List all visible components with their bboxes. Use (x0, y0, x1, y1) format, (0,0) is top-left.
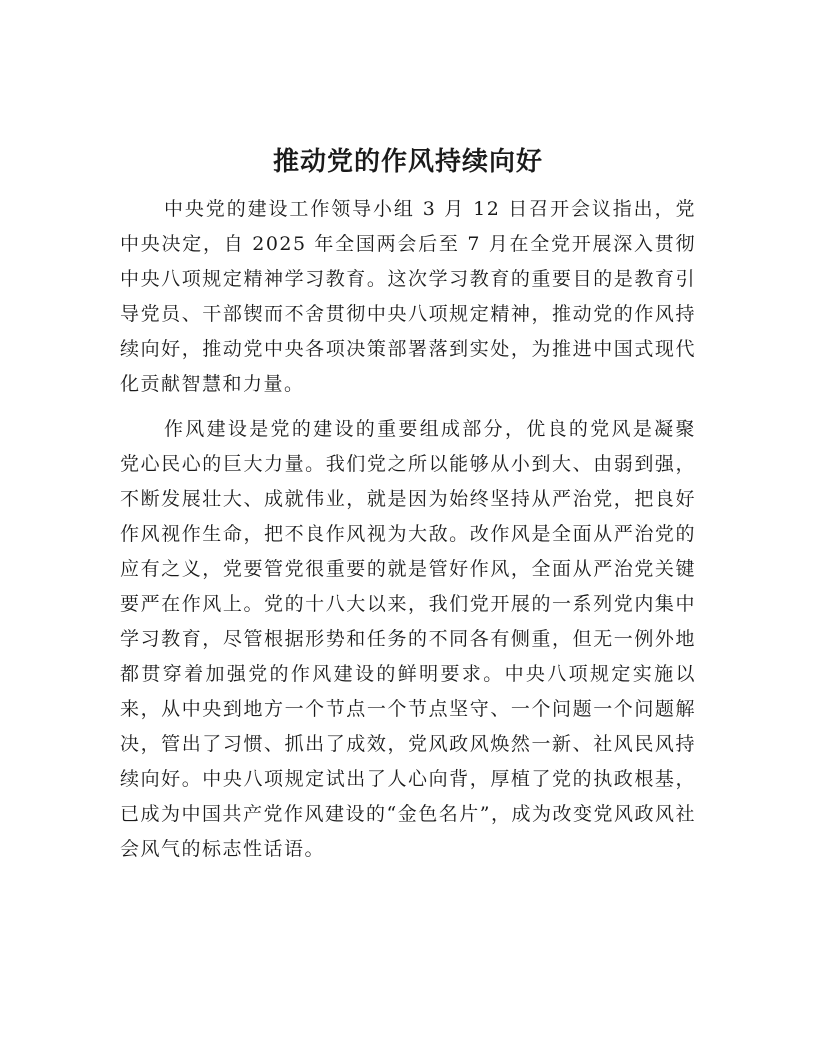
paragraph-1: 中央党的建设工作领导小组 3 月 12 日召开会议指出，党中央决定，自 2025 年全国两会后至 7 月在全党开展深入贯彻中央八项规定精神学习教育。这次学习教育的重要目的是教育引导党员、干部锲而不舍贯彻中央八项规定精神，推动党的作风持续向好，推动党中央各项决策部署落到实处，为推进中国式现代化贡献智慧和力量。 (120, 198, 696, 395)
paragraph-2: 作风建设是党的建设的重要组成部分，优良的党风是凝聚党心民心的巨大力量。我们党之所以能够从小到大、由弱到强，不断发展壮大、成就伟业，就是因为始终坚持从严治党，把良好作风视作生命，把不良作风视为大敌。改作风是全面从严治党的应有之义，党要管党很重要的就是管好作风，全面从严治党关键要严在作风上。党的十八大以来，我们党开展的一系列党内集中学习教育，尽管根据形势和任务的不同各有侧重，但无一例外地都贯穿着加强党的作风建设的鲜明要求。中央八项规定实施以来，从中央到地方一个节点一个节点坚守、一个问题一个问题解决，管出了习惯、抓出了成效，党风政风焕然一新、社风民风持续向好。中央八项规定试出了人心向背，厚植了党的执政根基，已成为中国共产党作风建设的“金色名片”，成为改变党风政风社会风气的标志性话语。 (120, 418, 696, 860)
document-body (120, 192, 696, 877)
document-title: 推动党的作风持续向好 (272, 147, 543, 177)
